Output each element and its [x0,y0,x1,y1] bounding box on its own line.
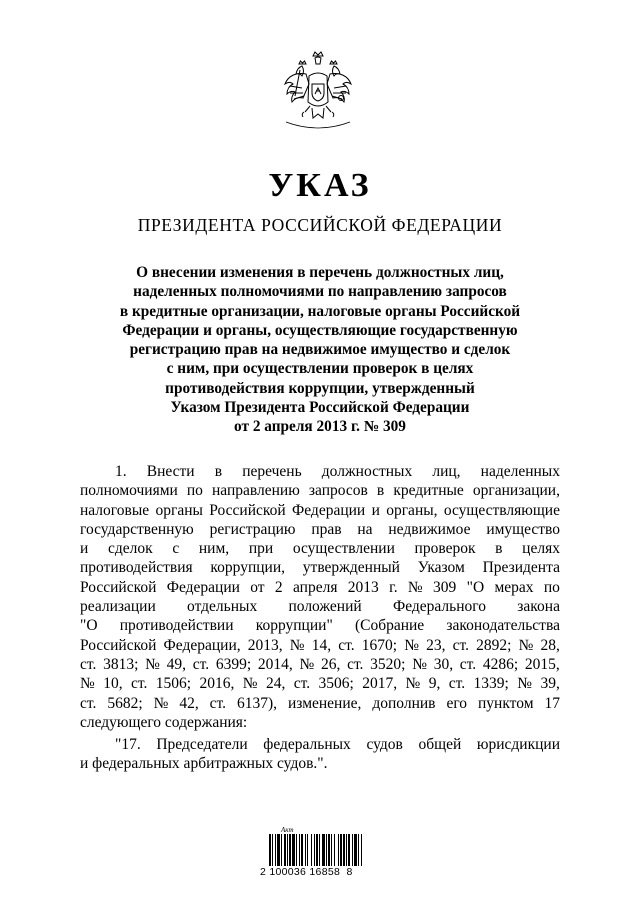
paragraph-line: реализации отдельных положений Федерального закона [80,598,560,616]
paragraph-line: полномочиями по направлению запросов в кредитные организации, [80,482,560,500]
decree-paragraph-2 [80,735,560,774]
heading-line: с ним, при осуществлении проверок в целях [166,360,474,378]
paragraph-line: и федеральных арбитражных судов.". [80,755,328,773]
heading-line: О внесении изменения в перечень должностных лиц, [136,264,504,281]
heading-line: Федерации и органы, осуществляющие государственную [122,321,518,339]
decree-heading [80,263,560,437]
document-title: УКАЗ [268,167,372,204]
paragraph-line: следующего содержания: [80,713,248,731]
paragraph-line: Российской Федерации, 2013, № 14, ст. 1670; № 23, ст. 2892; № 28, [80,636,560,654]
heading-line: Указом Президента Российской Федерации [170,399,470,417]
paragraph-line: "17. Председатели федеральных судов общей юрисдикции [115,736,560,753]
paragraph-line: Российской Федерации от 2 апреля 2013 г. № 309 "О мерах по [80,578,560,596]
paragraph-line: налоговые органы Российской Федерации и органы, осуществляющие [80,501,560,519]
paragraph-line: 1. Внести в перечень должностных лиц, наделенных [115,463,560,480]
paragraph-line: "О противодействии коррупции" (Собрание законодательства [80,617,560,635]
document-subtitle: ПРЕЗИДЕНТА РОССИЙСКОЙ ФЕДЕРАЦИИ [137,215,503,235]
decree-paragraph-1 [80,462,560,732]
paragraph-line: и сделок с ним, при осуществлении проверок в целях [80,540,560,558]
barcode-image [268,834,380,866]
double-headed-eagle-coat-of-arms-icon [282,50,354,132]
heading-line: противодействия коррупции, утвержденный [165,379,475,397]
heading-line: регистрацию прав на недвижимое имущество и сделок [129,341,511,359]
barcode-mark: Акт [281,826,294,834]
paragraph-line: ст. 3813; № 49, ст. 6399; 2014, № 26, ст. 3520; № 30, ст. 4286; 2015, [80,655,560,673]
heading-line: наделенных полномочиями по направлению запросов [133,283,507,301]
paragraph-line: государственную регистрацию прав на недвижимое имущество [80,520,560,538]
heading-line: в кредитные организации, налоговые органы Российской [119,302,521,320]
barcode-number: 2 100036 16858 8 [260,866,353,878]
paragraph-line: № 10, ст. 1506; 2016, № 24, ст. 3506; 2017, № 9, ст. 1339; № 39, [80,675,560,693]
paragraph-line: противодействия коррупции, утвержденный Указом Президента [80,559,560,577]
paragraph-line: ст. 5682; № 42, ст. 6137), изменение, дополнив его пунктом 17 [80,694,560,712]
heading-line: от 2 апреля 2013 г. № 309 [234,418,406,436]
